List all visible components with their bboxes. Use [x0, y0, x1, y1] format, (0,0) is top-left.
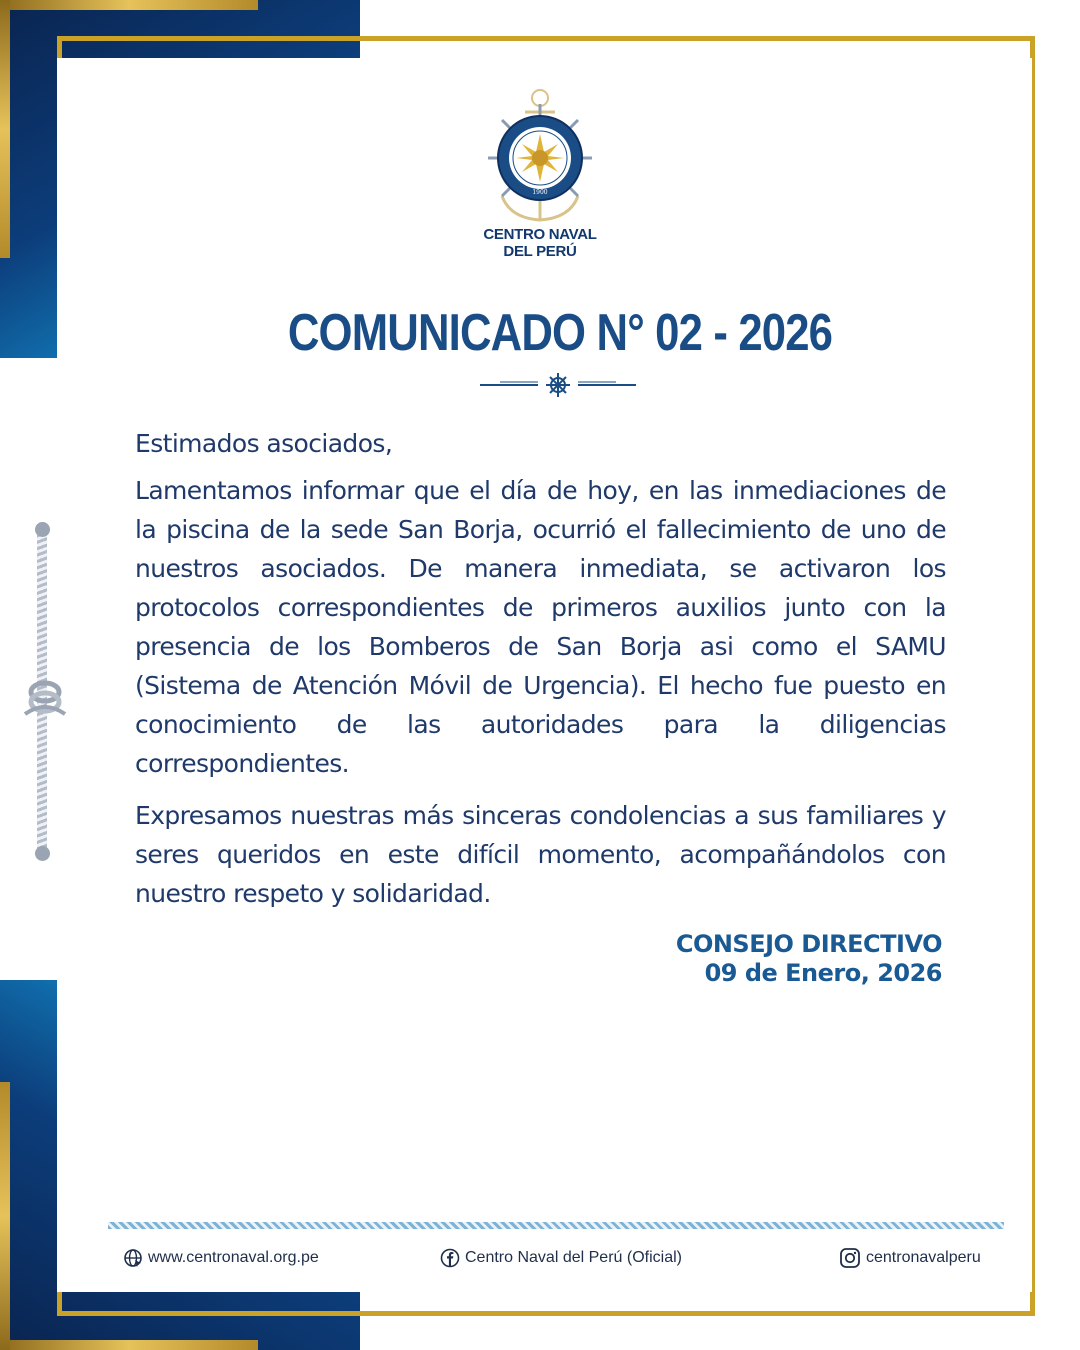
- footer-website[interactable]: [123, 1246, 319, 1270]
- instagram-icon: [839, 1247, 861, 1269]
- rope-end-top: [35, 522, 50, 537]
- rope-knot-icon: [20, 672, 70, 722]
- footer-facebook[interactable]: [440, 1246, 682, 1270]
- website-link[interactable]: www.centronaval.org.pe: [148, 1249, 319, 1266]
- page-title: COMUNICADO N° 02 - 2026: [287, 304, 833, 362]
- organization-name-line1: CENTRO NAVAL: [483, 226, 597, 243]
- signature-block: [560, 930, 942, 988]
- facebook-link[interactable]: Centro Naval del Perú (Oficial): [465, 1249, 682, 1266]
- paragraph-condolences: Expresamos nuestras más sinceras condolencias a sus familiares y seres queridos en este difícil momento, acompañándolos con nuestro respeto y solidaridad.: [135, 801, 946, 908]
- signature-name: CONSEJO DIRECTIVO: [675, 930, 942, 958]
- gold-stripe-left-bottom: [0, 1082, 10, 1350]
- rope-end-bottom: [35, 846, 50, 861]
- instagram-link[interactable]: centronavalperu: [866, 1249, 981, 1266]
- greeting: Estimados asociados,: [135, 429, 393, 458]
- facebook-icon: [440, 1248, 460, 1268]
- anchor-wheel-emblem-icon: [480, 86, 600, 226]
- globe-icon: [123, 1248, 143, 1268]
- svg-text:1900: 1900: [532, 189, 548, 196]
- organization-name: [440, 226, 640, 260]
- gold-stripe-top: [0, 0, 258, 10]
- signature-date: 09 de Enero, 2026: [704, 959, 942, 987]
- organization-name-line2: DEL PERÚ: [503, 243, 577, 260]
- ship-wheel-icon: [480, 372, 636, 398]
- statement-body: [135, 424, 946, 913]
- footer-instagram[interactable]: [839, 1246, 981, 1270]
- gold-stripe-left-top: [0, 0, 10, 258]
- footer-rope-divider: [108, 1222, 1004, 1229]
- paragraph-incident: Lamentamos informar que el día de hoy, en las inmediaciones de la piscina de la sede San Borja, ocurrió el fallecimiento de uno de nuestros asociados. De manera inmediata, se activaron los protocolos correspondientes de primeros auxilios junto con la presencia de los Bomberos de San Borja asi como el SAMU (Sistema de Atención Móvil de Urgencia). El hecho fue puesto en conocimiento de las autoridades para la diligencias correspondientes.: [135, 476, 946, 778]
- gold-stripe-bottom: [0, 1340, 258, 1350]
